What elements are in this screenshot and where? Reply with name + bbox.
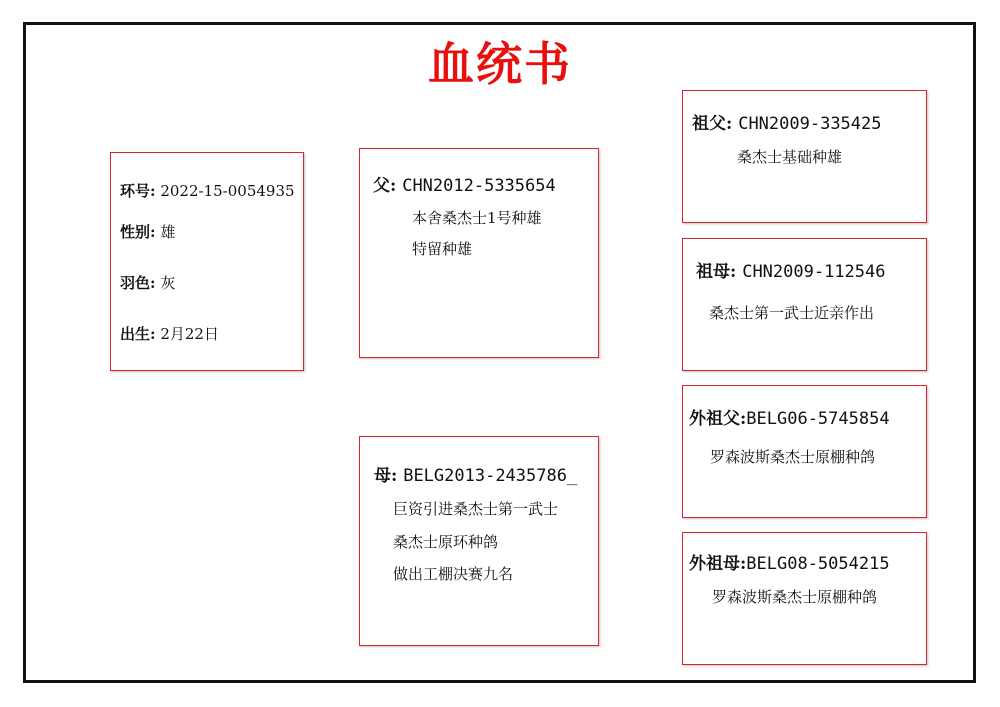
mother-label: 母: [374, 466, 398, 486]
color-value: 灰 [160, 274, 176, 292]
father-heading [373, 171, 556, 196]
paternal-grandmother-heading [696, 257, 886, 282]
sex-row [120, 221, 175, 242]
father-code: CHN2012-5335654 [402, 176, 556, 196]
mother-heading [374, 461, 577, 486]
paternal-grandfather-desc: 桑杰士基础种雄 [737, 148, 843, 166]
maternal-grandfather-code: BELG06-5745854 [746, 409, 890, 429]
maternal-grandfather-label: 外祖父: [689, 409, 747, 429]
father-label: 父: [373, 176, 397, 196]
color-label: 羽色: [120, 274, 156, 292]
paternal-grandfather-code: CHN2009-335425 [738, 114, 882, 134]
maternal-grandfather-desc: 罗森波斯桑杰士原棚种鸽 [710, 448, 876, 466]
father-card [359, 148, 599, 358]
mother-card [359, 436, 599, 646]
subject-card [110, 152, 304, 371]
paternal-grandfather-card [682, 90, 927, 223]
sex-label: 性别: [120, 223, 156, 241]
paternal-grandfather-heading [692, 109, 882, 134]
sex-value: 雄 [160, 223, 176, 241]
paternal-grandmother-card [682, 238, 927, 371]
mother-code: BELG2013-2435786_ [403, 466, 578, 486]
ring-value: 2022-15-0054935 [160, 182, 295, 200]
color-row [120, 272, 175, 293]
maternal-grandfather-card [682, 385, 927, 518]
paternal-grandmother-label: 祖母: [696, 262, 737, 282]
paternal-grandmother-desc: 桑杰士第一武士近亲作出 [709, 304, 875, 322]
father-desc-1: 本舍桑杰士1号种雄 [412, 209, 542, 227]
maternal-grandmother-label: 外祖母: [689, 554, 747, 574]
mother-desc-3: 做出工棚决赛九名 [393, 565, 514, 583]
father-desc-2: 特留种雄 [412, 240, 473, 258]
maternal-grandmother-desc: 罗森波斯桑杰士原棚种鸽 [712, 588, 878, 606]
page-title: 血统书 [428, 37, 572, 91]
ring-row [120, 180, 295, 201]
paternal-grandmother-code: CHN2009-112546 [742, 262, 886, 282]
maternal-grandmother-card [682, 532, 927, 665]
birth-row [120, 323, 219, 344]
mother-desc-1: 巨资引进桑杰士第一武士 [393, 500, 559, 518]
ring-label: 环号: [120, 182, 156, 200]
maternal-grandmother-code: BELG08-5054215 [746, 554, 890, 574]
paternal-grandfather-label: 祖父: [692, 114, 733, 134]
maternal-grandmother-heading [689, 549, 890, 574]
birth-value: 2月22日 [160, 325, 219, 343]
maternal-grandfather-heading [689, 404, 890, 429]
mother-desc-2: 桑杰士原环种鸽 [393, 533, 499, 551]
birth-label: 出生: [120, 325, 156, 343]
